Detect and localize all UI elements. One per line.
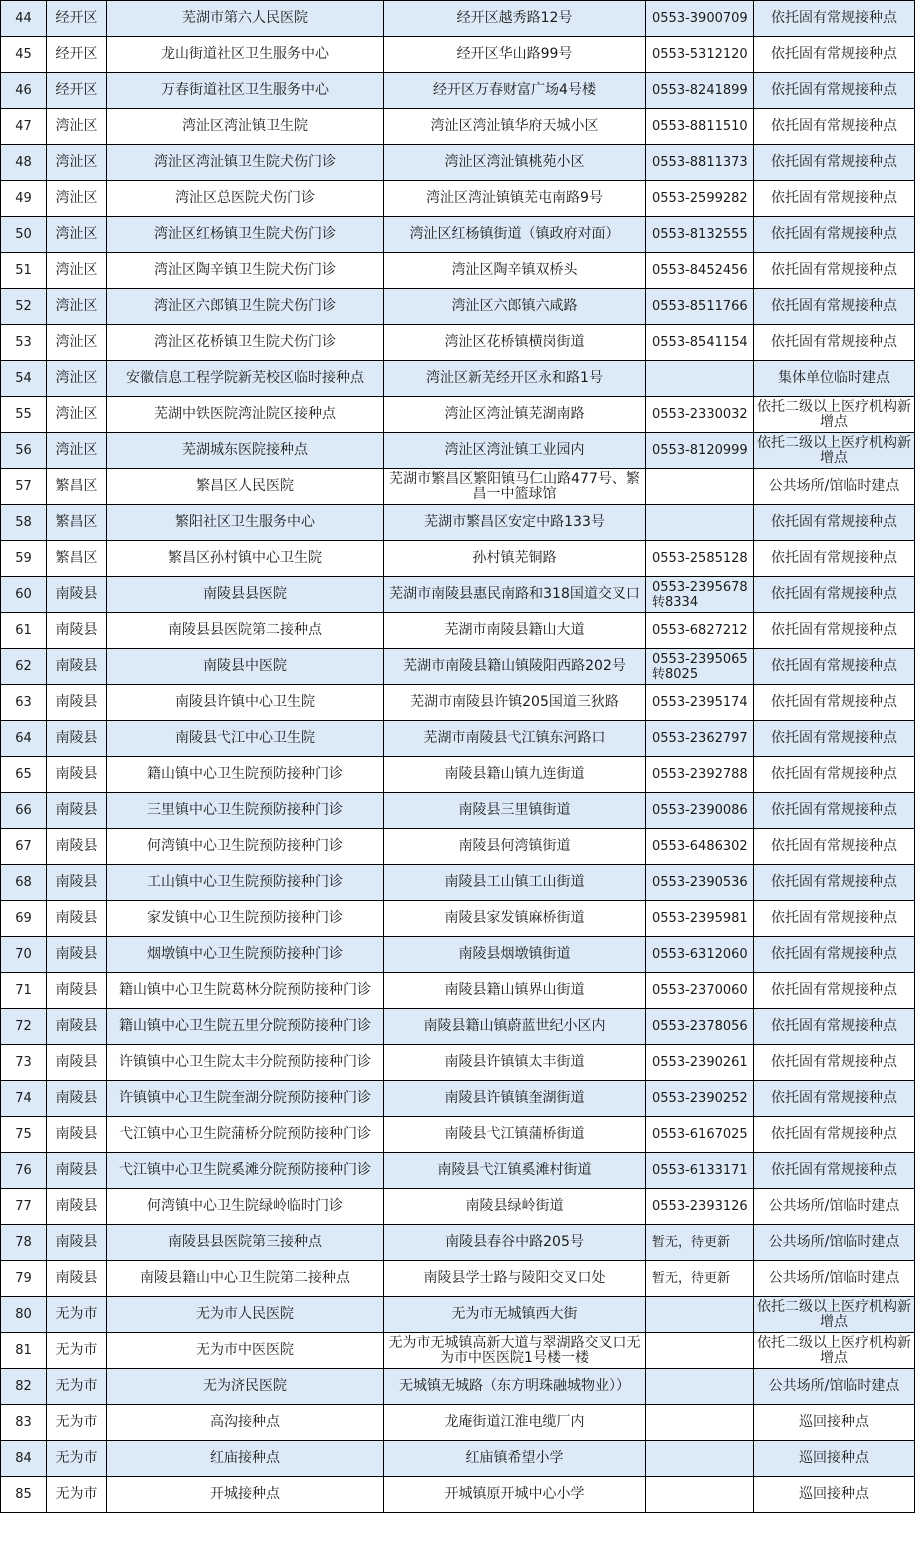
phone-cell [646, 1333, 754, 1369]
site-name-cell: 南陵县县医院第二接种点 [107, 613, 384, 649]
district-cell: 湾沚区 [47, 397, 107, 433]
phone-cell: 0553-8132555 [646, 217, 754, 253]
phone-cell: 0553-8811373 [646, 145, 754, 181]
phone-cell: 0553-6827212 [646, 613, 754, 649]
district-cell: 无为市 [47, 1405, 107, 1441]
site-name-cell: 安徽信息工程学院新芜校区临时接种点 [107, 361, 384, 397]
site-name-cell: 烟墩镇中心卫生院预防接种门诊 [107, 937, 384, 973]
row-number: 77 [1, 1189, 47, 1225]
phone-cell: 0553-2362797 [646, 721, 754, 757]
table-row [1, 1369, 915, 1405]
table-row [1, 1117, 915, 1153]
row-number: 57 [1, 469, 47, 505]
district-cell: 南陵县 [47, 937, 107, 973]
table-row [1, 1, 915, 37]
district-cell: 无为市 [47, 1333, 107, 1369]
site-name-cell: 工山镇中心卫生院预防接种门诊 [107, 865, 384, 901]
address-cell: 芜湖市南陵县惠民南路和318国道交叉口 [384, 577, 646, 613]
address-cell: 湾沚区湾沚镇华府天城小区 [384, 109, 646, 145]
table-row [1, 253, 915, 289]
site-type-cell: 依托固有常规接种点 [754, 1117, 915, 1153]
site-type-cell: 巡回接种点 [754, 1477, 915, 1513]
phone-cell: 0553-2392788 [646, 757, 754, 793]
address-cell: 湾沚区新芜经开区永和路1号 [384, 361, 646, 397]
phone-cell: 0553-8541154 [646, 325, 754, 361]
row-number: 73 [1, 1045, 47, 1081]
site-name-cell: 无为济民医院 [107, 1369, 384, 1405]
district-cell: 繁昌区 [47, 469, 107, 505]
row-number: 85 [1, 1477, 47, 1513]
site-type-cell: 依托固有常规接种点 [754, 721, 915, 757]
phone-cell [646, 1441, 754, 1477]
address-cell: 湾沚区花桥镇横岗街道 [384, 325, 646, 361]
address-cell: 南陵县许镇镇太丰街道 [384, 1045, 646, 1081]
site-type-cell: 依托固有常规接种点 [754, 109, 915, 145]
phone-cell: 0553-8452456 [646, 253, 754, 289]
site-name-cell: 南陵县中医院 [107, 649, 384, 685]
district-cell: 南陵县 [47, 757, 107, 793]
site-name-cell: 南陵县弋江中心卫生院 [107, 721, 384, 757]
address-cell: 开城镇原开城中心小学 [384, 1477, 646, 1513]
table-row [1, 37, 915, 73]
district-cell: 湾沚区 [47, 109, 107, 145]
district-cell: 南陵县 [47, 829, 107, 865]
row-number: 54 [1, 361, 47, 397]
phone-cell: 暂无，待更新 [646, 1261, 754, 1297]
phone-cell: 0553-2378056 [646, 1009, 754, 1045]
address-cell: 芜湖市南陵县许镇205国道三狄路 [384, 685, 646, 721]
district-cell: 繁昌区 [47, 541, 107, 577]
district-cell: 南陵县 [47, 649, 107, 685]
phone-cell: 0553-8811510 [646, 109, 754, 145]
site-name-cell: 开城接种点 [107, 1477, 384, 1513]
district-cell: 湾沚区 [47, 253, 107, 289]
site-type-cell: 依托固有常规接种点 [754, 757, 915, 793]
address-cell: 无为市无城镇西大街 [384, 1297, 646, 1333]
table-row [1, 1333, 915, 1369]
site-name-cell: 繁昌区孙村镇中心卫生院 [107, 541, 384, 577]
address-cell: 龙庵街道江淮电缆厂内 [384, 1405, 646, 1441]
site-name-cell: 籍山镇中心卫生院预防接种门诊 [107, 757, 384, 793]
phone-cell: 0553-2599282 [646, 181, 754, 217]
row-number: 65 [1, 757, 47, 793]
address-cell: 经开区越秀路12号 [384, 1, 646, 37]
site-name-cell: 龙山街道社区卫生服务中心 [107, 37, 384, 73]
table-row [1, 649, 915, 685]
address-cell: 南陵县弋江镇奚滩村街道 [384, 1153, 646, 1189]
table-row [1, 469, 915, 505]
site-name-cell: 籍山镇中心卫生院五里分院预防接种门诊 [107, 1009, 384, 1045]
site-name-cell: 湾沚区花桥镇卫生院犬伤门诊 [107, 325, 384, 361]
row-number: 83 [1, 1405, 47, 1441]
row-number: 67 [1, 829, 47, 865]
site-type-cell: 公共场所/馆临时建点 [754, 1189, 915, 1225]
address-cell: 经开区万春财富广场4号楼 [384, 73, 646, 109]
site-type-cell: 公共场所/馆临时建点 [754, 1225, 915, 1261]
district-cell: 南陵县 [47, 685, 107, 721]
row-number: 48 [1, 145, 47, 181]
table-row [1, 1009, 915, 1045]
table-row [1, 73, 915, 109]
table-row [1, 361, 915, 397]
row-number: 78 [1, 1225, 47, 1261]
row-number: 50 [1, 217, 47, 253]
district-cell: 湾沚区 [47, 145, 107, 181]
district-cell: 湾沚区 [47, 181, 107, 217]
address-cell: 南陵县籍山镇蔚蓝世纪小区内 [384, 1009, 646, 1045]
table-row [1, 1189, 915, 1225]
row-number: 45 [1, 37, 47, 73]
phone-cell: 0553-6167025 [646, 1117, 754, 1153]
table-row [1, 1441, 915, 1477]
phone-cell [646, 1369, 754, 1405]
site-name-cell: 三里镇中心卫生院预防接种门诊 [107, 793, 384, 829]
site-type-cell: 依托固有常规接种点 [754, 1, 915, 37]
table-row [1, 325, 915, 361]
address-cell: 经开区华山路99号 [384, 37, 646, 73]
district-cell: 南陵县 [47, 1261, 107, 1297]
phone-cell: 0553-8241899 [646, 73, 754, 109]
address-cell: 芜湖市繁昌区繁阳镇马仁山路477号、繁昌一中篮球馆 [384, 469, 646, 505]
table-row [1, 937, 915, 973]
district-cell: 湾沚区 [47, 325, 107, 361]
address-cell: 湾沚区湾沚镇工业园内 [384, 433, 646, 469]
site-type-cell: 依托固有常规接种点 [754, 793, 915, 829]
district-cell: 经开区 [47, 73, 107, 109]
table-row [1, 397, 915, 433]
row-number: 68 [1, 865, 47, 901]
table-row [1, 973, 915, 1009]
address-cell: 南陵县工山镇工山街道 [384, 865, 646, 901]
site-type-cell: 依托二级以上医疗机构新增点 [754, 1297, 915, 1333]
site-name-cell: 芜湖中铁医院湾沚院区接种点 [107, 397, 384, 433]
phone-cell: 0553-2390252 [646, 1081, 754, 1117]
table-row [1, 217, 915, 253]
site-type-cell: 依托固有常规接种点 [754, 541, 915, 577]
site-type-cell: 依托固有常规接种点 [754, 1153, 915, 1189]
site-type-cell: 依托二级以上医疗机构新增点 [754, 433, 915, 469]
district-cell: 南陵县 [47, 1153, 107, 1189]
site-type-cell: 依托固有常规接种点 [754, 865, 915, 901]
row-number: 44 [1, 1, 47, 37]
row-number: 61 [1, 613, 47, 649]
table-row [1, 1225, 915, 1261]
site-type-cell: 依托固有常规接种点 [754, 217, 915, 253]
phone-cell: 0553-6312060 [646, 937, 754, 973]
site-type-cell: 依托固有常规接种点 [754, 649, 915, 685]
site-name-cell: 芜湖城东医院接种点 [107, 433, 384, 469]
row-number: 72 [1, 1009, 47, 1045]
row-number: 74 [1, 1081, 47, 1117]
district-cell: 繁昌区 [47, 505, 107, 541]
row-number: 59 [1, 541, 47, 577]
site-type-cell: 巡回接种点 [754, 1441, 915, 1477]
table-row [1, 181, 915, 217]
table-row [1, 1153, 915, 1189]
table-row [1, 1261, 915, 1297]
phone-cell: 0553-2395678转8334 [646, 577, 754, 613]
district-cell: 湾沚区 [47, 361, 107, 397]
district-cell: 南陵县 [47, 613, 107, 649]
phone-cell [646, 1405, 754, 1441]
site-name-cell: 高沟接种点 [107, 1405, 384, 1441]
site-name-cell: 南陵县许镇中心卫生院 [107, 685, 384, 721]
site-name-cell: 南陵县籍山中心卫生院第二接种点 [107, 1261, 384, 1297]
address-cell: 南陵县学士路与陵阳交叉口处 [384, 1261, 646, 1297]
district-cell: 南陵县 [47, 721, 107, 757]
table-row [1, 145, 915, 181]
district-cell: 无为市 [47, 1297, 107, 1333]
site-type-cell: 依托固有常规接种点 [754, 613, 915, 649]
district-cell: 南陵县 [47, 1045, 107, 1081]
district-cell: 南陵县 [47, 901, 107, 937]
site-name-cell: 红庙接种点 [107, 1441, 384, 1477]
address-cell: 南陵县何湾镇街道 [384, 829, 646, 865]
row-number: 51 [1, 253, 47, 289]
row-number: 81 [1, 1333, 47, 1369]
address-cell: 湾沚区六郎镇六咸路 [384, 289, 646, 325]
site-name-cell: 南陵县县医院 [107, 577, 384, 613]
address-cell: 南陵县许镇镇奎湖街道 [384, 1081, 646, 1117]
site-name-cell: 无为市人民医院 [107, 1297, 384, 1333]
site-name-cell: 湾沚区陶辛镇卫生院犬伤门诊 [107, 253, 384, 289]
site-name-cell: 家发镇中心卫生院预防接种门诊 [107, 901, 384, 937]
row-number: 79 [1, 1261, 47, 1297]
phone-cell: 0553-8120999 [646, 433, 754, 469]
phone-cell: 0553-8511766 [646, 289, 754, 325]
phone-cell: 0553-2370060 [646, 973, 754, 1009]
district-cell: 经开区 [47, 37, 107, 73]
phone-cell [646, 505, 754, 541]
site-type-cell: 依托固有常规接种点 [754, 1081, 915, 1117]
address-cell: 芜湖市南陵县籍山镇陵阳西路202号 [384, 649, 646, 685]
row-number: 46 [1, 73, 47, 109]
site-name-cell: 湾沚区总医院犬伤门诊 [107, 181, 384, 217]
site-name-cell: 湾沚区红杨镇卫生院犬伤门诊 [107, 217, 384, 253]
row-number: 49 [1, 181, 47, 217]
row-number: 55 [1, 397, 47, 433]
site-name-cell: 湾沚区六郎镇卫生院犬伤门诊 [107, 289, 384, 325]
site-name-cell: 芜湖市第六人民医院 [107, 1, 384, 37]
site-name-cell: 许镇镇中心卫生院太丰分院预防接种门诊 [107, 1045, 384, 1081]
address-cell: 湾沚区湾沚镇桃苑小区 [384, 145, 646, 181]
table-body [1, 1, 915, 1513]
address-cell: 芜湖市南陵县弋江镇东河路口 [384, 721, 646, 757]
district-cell: 无为市 [47, 1477, 107, 1513]
district-cell: 经开区 [47, 1, 107, 37]
site-type-cell: 巡回接种点 [754, 1405, 915, 1441]
address-cell: 湾沚区陶辛镇双桥头 [384, 253, 646, 289]
row-number: 60 [1, 577, 47, 613]
district-cell: 南陵县 [47, 865, 107, 901]
table-row [1, 865, 915, 901]
table-row [1, 577, 915, 613]
row-number: 47 [1, 109, 47, 145]
site-type-cell: 公共场所/馆临时建点 [754, 1369, 915, 1405]
district-cell: 湾沚区 [47, 289, 107, 325]
row-number: 80 [1, 1297, 47, 1333]
phone-cell: 0553-2390261 [646, 1045, 754, 1081]
row-number: 75 [1, 1117, 47, 1153]
phone-cell [646, 469, 754, 505]
address-cell: 南陵县春谷中路205号 [384, 1225, 646, 1261]
phone-cell: 0553-2585128 [646, 541, 754, 577]
site-type-cell: 依托固有常规接种点 [754, 1009, 915, 1045]
row-number: 66 [1, 793, 47, 829]
table-row [1, 901, 915, 937]
phone-cell [646, 1477, 754, 1513]
table-row [1, 757, 915, 793]
phone-cell: 0553-5312120 [646, 37, 754, 73]
district-cell: 南陵县 [47, 1189, 107, 1225]
site-type-cell: 依托固有常规接种点 [754, 829, 915, 865]
address-cell: 无城镇无城路（东方明珠融城物业）） [384, 1369, 646, 1405]
site-type-cell: 依托固有常规接种点 [754, 505, 915, 541]
table-row [1, 289, 915, 325]
row-number: 76 [1, 1153, 47, 1189]
site-type-cell: 依托固有常规接种点 [754, 577, 915, 613]
address-cell: 南陵县绿岭街道 [384, 1189, 646, 1225]
address-cell: 芜湖市繁昌区安定中路133号 [384, 505, 646, 541]
site-name-cell: 弋江镇中心卫生院蒲桥分院预防接种门诊 [107, 1117, 384, 1153]
row-number: 56 [1, 433, 47, 469]
district-cell: 南陵县 [47, 1009, 107, 1045]
phone-cell: 0553-2330032 [646, 397, 754, 433]
site-type-cell: 依托固有常规接种点 [754, 973, 915, 1009]
row-number: 70 [1, 937, 47, 973]
table-row [1, 1297, 915, 1333]
district-cell: 湾沚区 [47, 217, 107, 253]
site-name-cell: 何湾镇中心卫生院绿岭临时门诊 [107, 1189, 384, 1225]
address-cell: 南陵县三里镇街道 [384, 793, 646, 829]
phone-cell [646, 1297, 754, 1333]
site-name-cell: 万春街道社区卫生服务中心 [107, 73, 384, 109]
phone-cell: 0553-6486302 [646, 829, 754, 865]
row-number: 69 [1, 901, 47, 937]
site-name-cell: 无为市中医医院 [107, 1333, 384, 1369]
row-number: 82 [1, 1369, 47, 1405]
table-row [1, 1405, 915, 1441]
table-row [1, 1081, 915, 1117]
table-row [1, 829, 915, 865]
phone-cell: 0553-2390536 [646, 865, 754, 901]
phone-cell: 0553-3900709 [646, 1, 754, 37]
site-name-cell: 湾沚区湾沚镇卫生院犬伤门诊 [107, 145, 384, 181]
row-number: 62 [1, 649, 47, 685]
row-number: 64 [1, 721, 47, 757]
site-type-cell: 公共场所/馆临时建点 [754, 469, 915, 505]
address-cell: 红庙镇希望小学 [384, 1441, 646, 1477]
phone-cell: 0553-2393126 [646, 1189, 754, 1225]
table-row [1, 685, 915, 721]
row-number: 63 [1, 685, 47, 721]
table-row [1, 541, 915, 577]
address-cell: 湾沚区湾沚镇镇芜屯南路9号 [384, 181, 646, 217]
district-cell: 无为市 [47, 1369, 107, 1405]
site-type-cell: 依托固有常规接种点 [754, 685, 915, 721]
site-type-cell: 依托固有常规接种点 [754, 181, 915, 217]
site-name-cell: 繁阳社区卫生服务中心 [107, 505, 384, 541]
site-type-cell: 依托二级以上医疗机构新增点 [754, 1333, 915, 1369]
site-name-cell: 弋江镇中心卫生院奚滩分院预防接种门诊 [107, 1153, 384, 1189]
site-type-cell: 公共场所/馆临时建点 [754, 1261, 915, 1297]
site-name-cell: 湾沚区湾沚镇卫生院 [107, 109, 384, 145]
table-row [1, 793, 915, 829]
site-name-cell: 籍山镇中心卫生院葛林分院预防接种门诊 [107, 973, 384, 1009]
phone-cell: 0553-2395981 [646, 901, 754, 937]
address-cell: 南陵县家发镇麻桥街道 [384, 901, 646, 937]
site-type-cell: 依托二级以上医疗机构新增点 [754, 397, 915, 433]
site-name-cell: 何湾镇中心卫生院预防接种门诊 [107, 829, 384, 865]
district-cell: 南陵县 [47, 1117, 107, 1153]
table-row [1, 433, 915, 469]
site-name-cell: 繁昌区人民医院 [107, 469, 384, 505]
district-cell: 南陵县 [47, 577, 107, 613]
table-row [1, 613, 915, 649]
row-number: 52 [1, 289, 47, 325]
phone-cell: 0553-2390086 [646, 793, 754, 829]
site-type-cell: 依托固有常规接种点 [754, 937, 915, 973]
row-number: 84 [1, 1441, 47, 1477]
district-cell: 无为市 [47, 1441, 107, 1477]
phone-cell: 0553-2395065转8025 [646, 649, 754, 685]
address-cell: 南陵县籍山镇九连街道 [384, 757, 646, 793]
district-cell: 南陵县 [47, 1081, 107, 1117]
phone-cell [646, 361, 754, 397]
row-number: 71 [1, 973, 47, 1009]
phone-cell: 0553-2395174 [646, 685, 754, 721]
table-row [1, 109, 915, 145]
site-type-cell: 依托固有常规接种点 [754, 253, 915, 289]
table-row [1, 1045, 915, 1081]
table-row [1, 505, 915, 541]
site-name-cell: 南陵县县医院第三接种点 [107, 1225, 384, 1261]
site-type-cell: 集体单位临时建点 [754, 361, 915, 397]
site-type-cell: 依托固有常规接种点 [754, 901, 915, 937]
site-type-cell: 依托固有常规接种点 [754, 145, 915, 181]
district-cell: 湾沚区 [47, 433, 107, 469]
phone-cell: 暂无，待更新 [646, 1225, 754, 1261]
address-cell: 南陵县籍山镇界山街道 [384, 973, 646, 1009]
site-type-cell: 依托固有常规接种点 [754, 37, 915, 73]
table-row [1, 721, 915, 757]
site-type-cell: 依托固有常规接种点 [754, 325, 915, 361]
district-cell: 南陵县 [47, 793, 107, 829]
district-cell: 南陵县 [47, 973, 107, 1009]
phone-cell: 0553-6133171 [646, 1153, 754, 1189]
site-name-cell: 许镇镇中心卫生院奎湖分院预防接种门诊 [107, 1081, 384, 1117]
row-number: 53 [1, 325, 47, 361]
site-type-cell: 依托固有常规接种点 [754, 73, 915, 109]
site-type-cell: 依托固有常规接种点 [754, 1045, 915, 1081]
address-cell: 湾沚区湾沚镇芜湖南路 [384, 397, 646, 433]
district-cell: 南陵县 [47, 1225, 107, 1261]
address-cell: 孙村镇芜铜路 [384, 541, 646, 577]
address-cell: 南陵县弋江镇蒲桥街道 [384, 1117, 646, 1153]
address-cell: 无为市无城镇高新大道与翠湖路交叉口无为市中医医院1号楼一楼 [384, 1333, 646, 1369]
row-number: 58 [1, 505, 47, 541]
address-cell: 湾沚区红杨镇街道（镇政府对面） [384, 217, 646, 253]
address-cell: 芜湖市南陵县籍山大道 [384, 613, 646, 649]
address-cell: 南陵县烟墩镇街道 [384, 937, 646, 973]
table-row [1, 1477, 915, 1513]
site-type-cell: 依托固有常规接种点 [754, 289, 915, 325]
